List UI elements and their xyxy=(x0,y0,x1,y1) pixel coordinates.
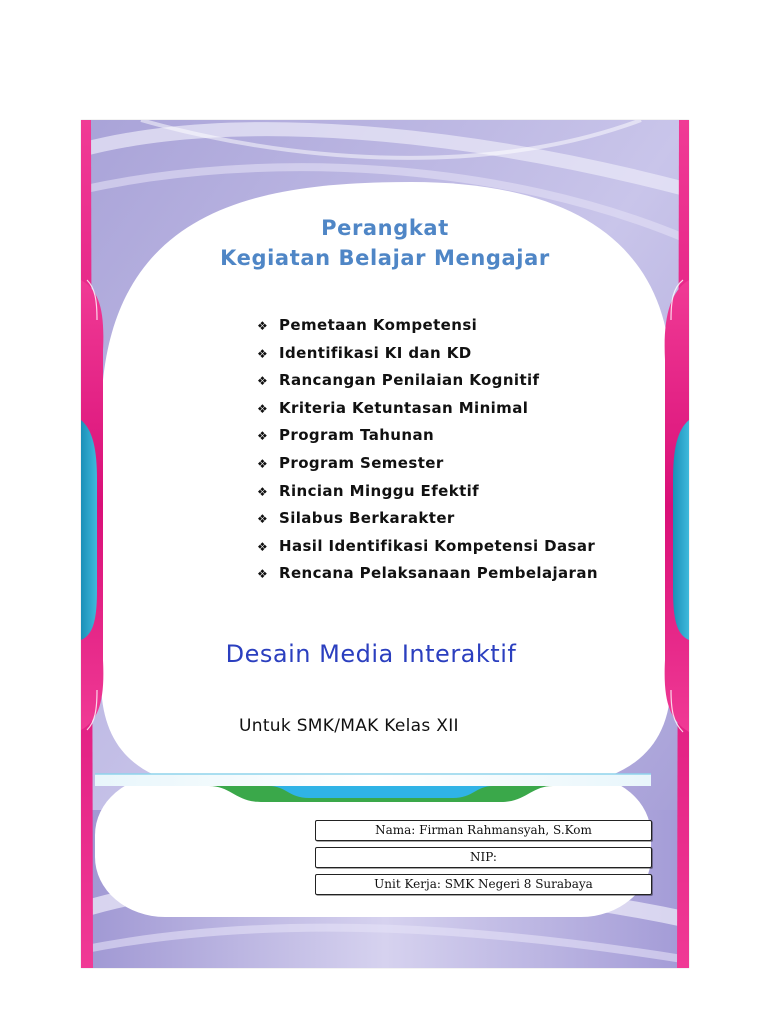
cover-page xyxy=(81,120,689,968)
list-item-label: Kriteria Ketuntasan Minimal xyxy=(279,398,529,417)
diamond-bullet-icon: ❖ xyxy=(257,401,269,416)
list-item-label: Rencana Pelaksanaan Pembelajaran xyxy=(279,564,598,583)
diamond-bullet-icon: ❖ xyxy=(257,512,269,527)
list-item-label: Program Semester xyxy=(279,453,444,472)
title-line-1: Perangkat xyxy=(321,216,449,240)
list-item xyxy=(257,312,598,340)
title-line-2: Kegiatan Belajar Mengajar xyxy=(220,246,550,270)
name-box: Nama: Firman Rahmansyah, S.Kom xyxy=(315,820,652,841)
nip-box: NIP: xyxy=(315,847,652,868)
list-item-label: Identifikasi KI dan KD xyxy=(279,343,472,362)
list-item xyxy=(257,505,598,533)
list-item-label: Rincian Minggu Efektif xyxy=(279,481,480,500)
list-item-label: Rancangan Penilaian Kognitif xyxy=(279,371,540,390)
diamond-bullet-icon: ❖ xyxy=(257,374,269,389)
grade-level: Untuk SMK/MAK Kelas XII xyxy=(239,716,459,736)
diamond-bullet-icon: ❖ xyxy=(257,484,269,499)
list-item-label: Program Tahunan xyxy=(279,426,435,445)
document-list xyxy=(257,312,598,588)
diamond-bullet-icon: ❖ xyxy=(257,346,269,361)
subject-title: Desain Media Interaktif xyxy=(225,640,517,668)
list-item xyxy=(257,478,598,506)
list-item xyxy=(257,450,598,478)
diamond-bullet-icon: ❖ xyxy=(257,319,269,333)
diamond-bullet-icon: ❖ xyxy=(257,429,269,444)
list-item-label: Hasil Identifikasi Kompetensi Dasar xyxy=(279,536,596,555)
work-unit-box: Unit Kerja: SMK Negeri 8 Surabaya xyxy=(315,874,652,895)
list-item-label: Pemetaan Kompetensi xyxy=(279,316,478,334)
list-item xyxy=(257,367,598,395)
list-item xyxy=(257,560,598,588)
list-item xyxy=(257,533,598,561)
diamond-bullet-icon: ❖ xyxy=(257,456,269,471)
diamond-bullet-icon: ❖ xyxy=(257,567,269,582)
list-item xyxy=(257,340,598,368)
list-item xyxy=(257,422,598,450)
diamond-bullet-icon: ❖ xyxy=(257,539,269,554)
list-item xyxy=(257,395,598,423)
list-item-label: Silabus Berkarakter xyxy=(279,509,455,528)
